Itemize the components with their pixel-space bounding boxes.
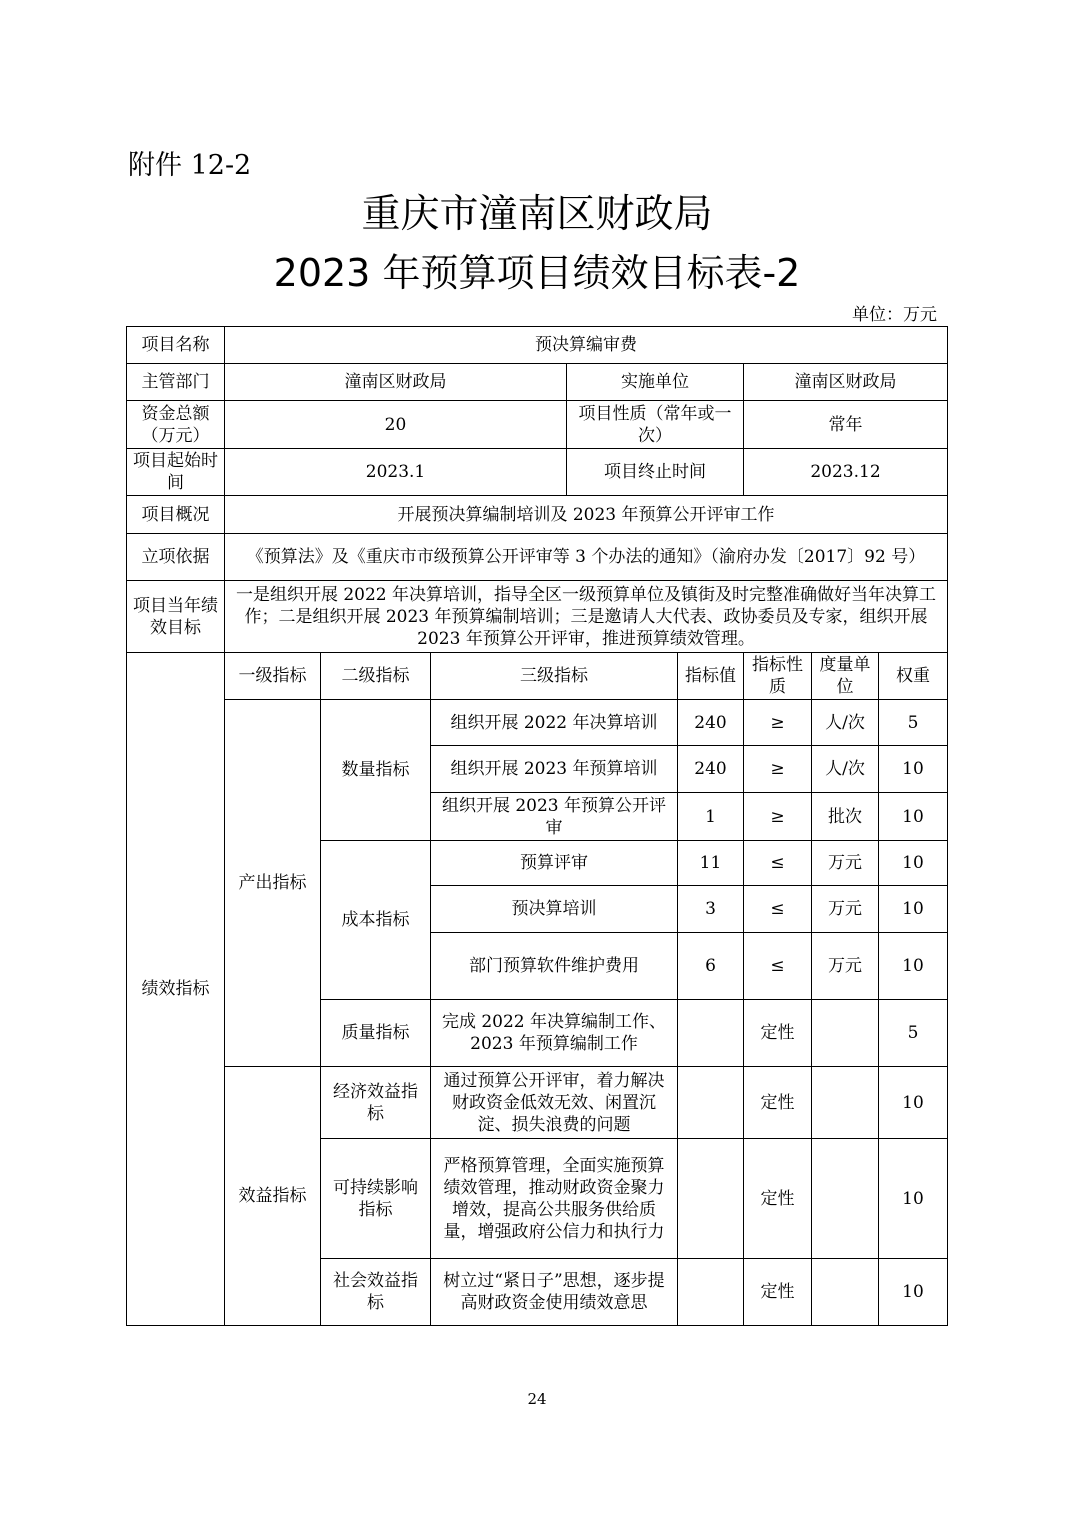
indicator-unit [812, 1139, 879, 1259]
indicator-value: 11 [678, 841, 744, 886]
indicator-l3: 预决算培训 [431, 886, 678, 933]
benefit-label: 效益指标 [225, 1067, 321, 1326]
table-row [127, 449, 948, 496]
indicator-unit: 人/次 [812, 700, 879, 746]
table-row [127, 401, 948, 449]
header-value: 指标值 [678, 653, 744, 700]
impl-label: 实施单位 [567, 364, 744, 401]
indicator-nature: ≤ [744, 886, 812, 933]
quantity-label: 数量指标 [321, 700, 431, 841]
indicator-nature: ≥ [744, 793, 812, 841]
end-value: 2023.12 [744, 449, 948, 496]
output-label: 产出指标 [225, 700, 321, 1067]
nature-label: 项目性质（常年或一次） [567, 401, 744, 449]
indicator-weight: 10 [879, 1259, 948, 1326]
indicator-value: 1 [678, 793, 744, 841]
indicator-value [678, 1000, 744, 1067]
indicator-weight: 10 [879, 841, 948, 886]
fund-label: 资金总额（万元） [127, 401, 225, 449]
document-title: 重庆市潼南区财政局 [361, 192, 713, 237]
indicator-l3: 组织开展 2022 年决算培训 [431, 700, 678, 746]
table-row [127, 364, 948, 401]
overview-label: 项目概况 [127, 496, 225, 534]
indicator-unit: 人/次 [812, 746, 879, 793]
impl-value: 潼南区财政局 [744, 364, 948, 401]
header-unit: 度量单位 [812, 653, 879, 700]
indicator-value: 240 [678, 746, 744, 793]
indicator-nature: 定性 [744, 1139, 812, 1259]
table-row [127, 653, 948, 700]
indicator-weight: 10 [879, 886, 948, 933]
indicator-l3: 部门预算软件维护费用 [431, 933, 678, 1000]
attachment-label: 附件 12-2 [128, 150, 252, 181]
basis-value: 《预算法》及《重庆市市级预算公开评审等 3 个办法的通知》（渝府办发〔2017〕92 号） [225, 534, 948, 581]
indicator-l3: 通过预算公开评审，着力解决财政资金低效无效、闲置沉淀、损失浪费的问题 [431, 1067, 678, 1139]
start-label: 项目起始时间 [127, 449, 225, 496]
perf-label: 绩效指标 [127, 653, 225, 1326]
table-row [127, 581, 948, 653]
table-row [127, 327, 948, 364]
indicator-unit: 万元 [812, 933, 879, 1000]
goal-value: 一是组织开展 2022 年决算培训，指导全区一级预算单位及镇街及时完整准确做好当年决算工作；二是组织开展 2023 年预算编制培训；三是邀请人大代表、政协委员及专家，组织开展 2023 年预算公开评审，推进预算绩效管理。 [225, 581, 948, 653]
indicator-nature: ≤ [744, 841, 812, 886]
document-subtitle: 2023 年预算项目绩效目标表-2 [273, 251, 801, 295]
sustain-label: 可持续影响指标 [321, 1139, 431, 1259]
table-row [127, 534, 948, 581]
header-nature: 指标性质 [744, 653, 812, 700]
indicator-weight: 10 [879, 746, 948, 793]
cost-label: 成本指标 [321, 841, 431, 1000]
header-l2: 二级指标 [321, 653, 431, 700]
indicator-l3: 严格预算管理，全面实施预算绩效管理，推动财政资金聚力增效，提高公共服务供给质量，增强政府公信力和执行力 [431, 1139, 678, 1259]
indicator-value [678, 1139, 744, 1259]
unit-label: 单位：万元 [852, 305, 937, 325]
table-row [127, 496, 948, 534]
page-number: 24 [527, 1390, 547, 1408]
indicator-unit: 万元 [812, 886, 879, 933]
indicator-l3: 组织开展 2023 年预算公开评审 [431, 793, 678, 841]
indicator-unit: 批次 [812, 793, 879, 841]
indicator-nature: ≥ [744, 700, 812, 746]
indicator-unit [812, 1067, 879, 1139]
indicator-unit: 万元 [812, 841, 879, 886]
goal-label: 项目当年绩效目标 [127, 581, 225, 653]
header-l1: 一级指标 [225, 653, 321, 700]
indicator-value: 6 [678, 933, 744, 1000]
indicator-weight: 5 [879, 1000, 948, 1067]
overview-value: 开展预决算编制培训及 2023 年预算公开评审工作 [225, 496, 948, 534]
indicator-l3: 树立过“紧日子”思想，逐步提高财政资金使用绩效意思 [431, 1259, 678, 1326]
end-label: 项目终止时间 [567, 449, 744, 496]
indicator-value: 3 [678, 886, 744, 933]
indicator-weight: 5 [879, 700, 948, 746]
project-name-label: 项目名称 [127, 327, 225, 364]
indicator-weight: 10 [879, 793, 948, 841]
basis-label: 立项依据 [127, 534, 225, 581]
table-row [127, 700, 948, 746]
indicator-unit [812, 1000, 879, 1067]
indicator-l3: 预算评审 [431, 841, 678, 886]
indicator-value [678, 1067, 744, 1139]
indicator-unit [812, 1259, 879, 1326]
indicator-value [678, 1259, 744, 1326]
econ-label: 经济效益指标 [321, 1067, 431, 1139]
indicator-weight: 10 [879, 1139, 948, 1259]
fund-value: 20 [225, 401, 567, 449]
indicator-l3: 组织开展 2023 年预算培训 [431, 746, 678, 793]
social-label: 社会效益指标 [321, 1259, 431, 1326]
project-name-value: 预决算编审费 [225, 327, 948, 364]
indicator-weight: 10 [879, 1067, 948, 1139]
table-row [127, 1067, 948, 1139]
dept-value: 潼南区财政局 [225, 364, 567, 401]
start-value: 2023.1 [225, 449, 567, 496]
indicator-l3: 完成 2022 年决算编制工作、2023 年预算编制工作 [431, 1000, 678, 1067]
dept-label: 主管部门 [127, 364, 225, 401]
quality-label: 质量指标 [321, 1000, 431, 1067]
indicator-nature: ≤ [744, 933, 812, 1000]
header-l3: 三级指标 [431, 653, 678, 700]
indicator-weight: 10 [879, 933, 948, 1000]
performance-table [126, 326, 948, 1326]
nature-value: 常年 [744, 401, 948, 449]
indicator-nature: 定性 [744, 1000, 812, 1067]
indicator-nature: 定性 [744, 1259, 812, 1326]
indicator-value: 240 [678, 700, 744, 746]
indicator-nature: ≥ [744, 746, 812, 793]
header-weight: 权重 [879, 653, 948, 700]
indicator-nature: 定性 [744, 1067, 812, 1139]
